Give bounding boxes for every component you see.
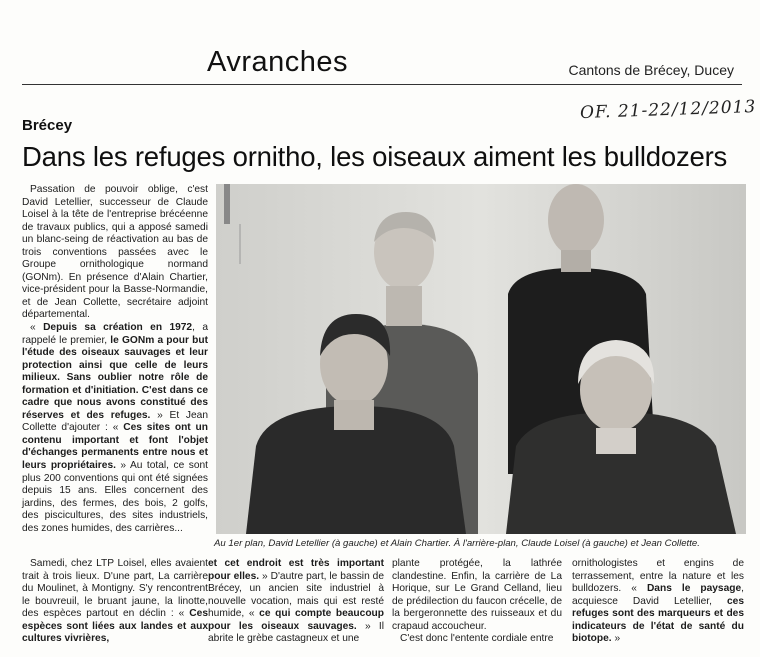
paragraph (22, 322, 208, 535)
bold-run: Ces espèces sont liées aux landes et aux cultures vivrières, (22, 608, 208, 645)
text-run: » (611, 633, 621, 645)
photo-caption: Au 1er plan, David Letellier (à gauche) et Alain Chartier. À l'arrière-plan, Claude Loisel (à gauche) et Jean Collette. (214, 538, 700, 549)
paragraph-text: Passation de pouvoir oblige, c'est David Letellier, successeur de Claude Loisel à la tête de l'entreprise brécéenne de travaux publics, qui a apposé samedi un blanc-seing de réactivation au bas de trois conventions passées avec le Groupe ornithologique normand (GONm). En présence d'Alain Chartier, vice-président pour la Basse-Normandie, et de Jean Collette, secrétaire adjoint départemental. (22, 184, 208, 321)
photo-illustration (216, 184, 746, 534)
text-run: , acquiesce David Letellier, (572, 583, 744, 607)
text-run: ornithologistes et engins de terrassement, entre la nature et les bulldozers. « (572, 558, 744, 595)
article-column-2 (22, 558, 208, 646)
handwritten-date: OF. 21-22/12/2013 (579, 96, 757, 124)
article-column-1 (22, 184, 208, 535)
article-headline: Dans les refuges ornitho, les oiseaux aiment les bulldozers (22, 141, 728, 172)
bold-run: Ces sites ont un contenu important et font l'objet d'échanges permanents entre nous et leurs propriétaires. (22, 422, 208, 472)
paragraph (392, 633, 562, 646)
paragraph (572, 558, 744, 646)
article-kicker: Brécey (22, 117, 73, 134)
bold-run: et cet endroit est très important pour elles. (208, 558, 384, 582)
bold-run: le GONm a pour but l'étude des oiseaux sauvages et leur protection ainsi que celle de leurs milieux. Sans oublier notre rôle de formation et d'initiation. C'est dans ce cadre que nous avons constitué des réserves et des refuges. (22, 334, 208, 421)
article-column-4 (392, 558, 562, 646)
article-photo (216, 184, 746, 534)
bold-run: Depuis sa création en 1972 (43, 322, 193, 334)
paragraph (392, 558, 562, 633)
paragraph (22, 184, 208, 322)
article-column-5 (572, 558, 744, 646)
text-run: » D'autre part, le bassin de Brécey, un ancien site industriel à nouvelle vocation, mais qui est resté humide, « (208, 570, 385, 620)
text-run: « (30, 322, 44, 334)
text-run: » Il abrite le grèbe castagneux et une (208, 620, 385, 645)
text-run: » Au total, ce sont plus 200 conventions qui ont été signées depuis 15 ans. Elles concernent des jardins, des fermes, des bois, 2 golfs, des piscicultures, des sites industriels, des zones humides, des carrières... (22, 460, 208, 534)
bold-run: ces refuges sont des marqueurs et des indicateurs de l'état de santé du biotope. (572, 595, 744, 645)
text-run: , a rappelé le premier, (22, 322, 208, 346)
bold-run: Dans le paysage (646, 583, 742, 595)
cantons-label: Cantons de Brécey, Ducey (568, 62, 734, 78)
text-run: » Et Jean Collette d'ajouter : « (22, 409, 208, 434)
text-run: C'est donc l'entente cordiale entre (400, 633, 554, 645)
text-run: Samedi, chez LTP Loisel, elles avaient trait à trois lieux. D'une part, La carrière du Moulinet, à Montigny. S'y rencontrent le bouvreuil, le bruant jaune, la linotte, des espèces partout en déclin : « (22, 558, 208, 620)
header-top-rule (22, 84, 742, 85)
section-title: Avranches (207, 46, 348, 78)
paragraph (208, 558, 384, 646)
paragraph (22, 558, 208, 646)
text-run: plante protégée, la lathrée clandestine. Enfin, la carrière de La Horique, sur Le Grand Celland, lieu de prédilection du faucon crécelle, de la bergeronnette des ruisseaux et du crapaud accoucheur. (392, 558, 562, 632)
article-column-3 (208, 558, 384, 646)
bold-run: ce qui compte beaucoup pour les oiseaux sauvages. (208, 608, 384, 632)
